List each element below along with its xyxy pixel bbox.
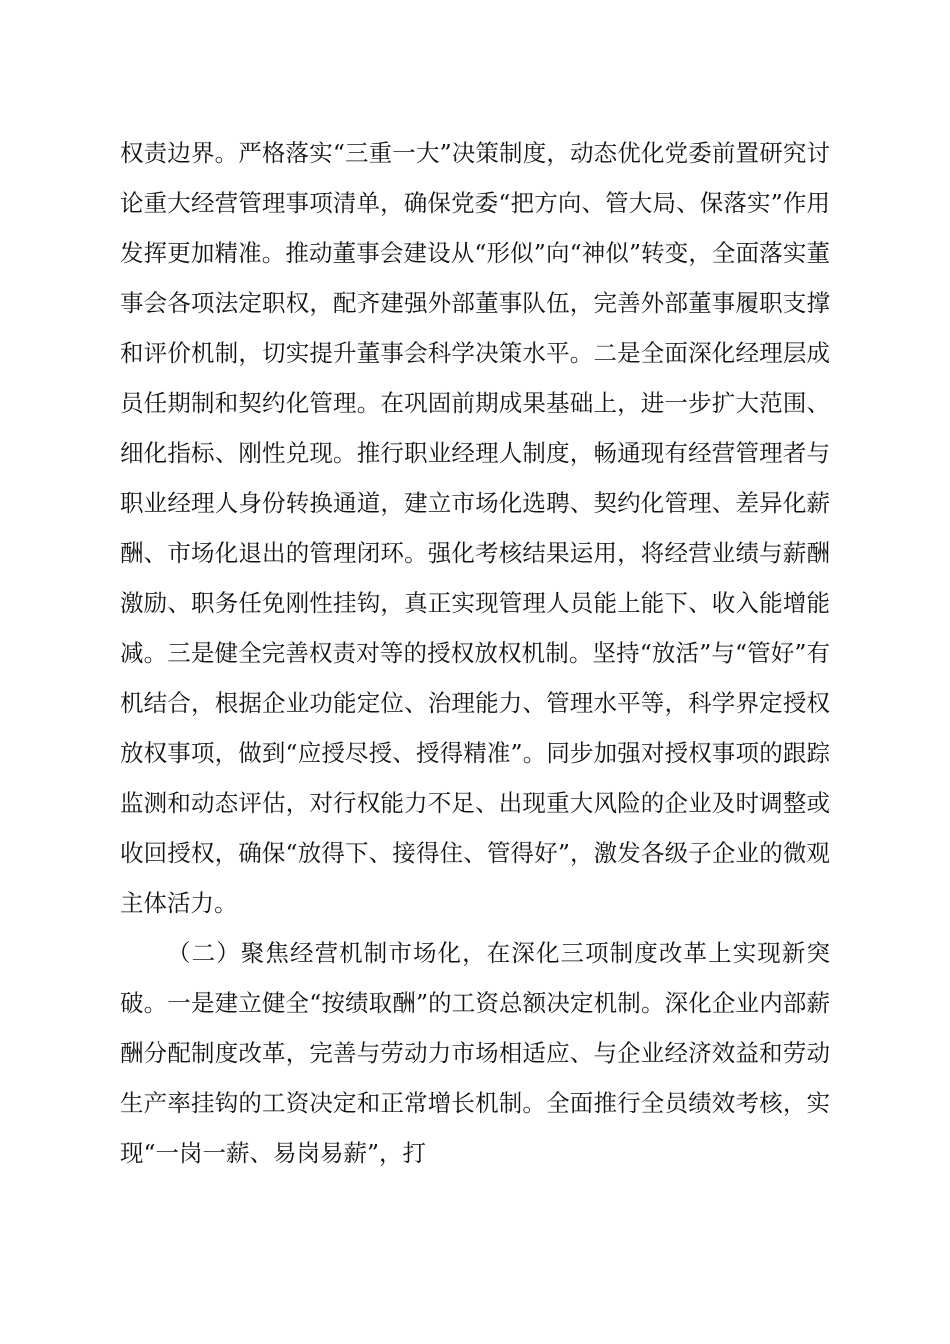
paragraph-section-two: （二）聚焦经营机制市场化，在深化三项制度改革上实现新突破。一是建立健全“按绩取酬”的工资总额决定机制。深化企业内部薪酬分配制度改革，完善与劳动力市场相适应、与企业经济效益和劳动生产率挂钩的工资决定和正常增长机制。全面推行全员绩效考核，实现“一岗一薪、易岗易薪”，打	[120, 939, 830, 1167]
paragraph-governance-continuation: 权责边界。严格落实“三重一大”决策制度，动态优化党委前置研究讨论重大经营管理事项清单，确保党委“把方向、管大局、保落实”作用发挥更加精准。推动董事会建设从“形似”向“神似”转变，全面落实董事会各项法定职权，配齐建强外部董事队伍，完善外部董事履职支撑和评价机制，切实提升董事会科学决策水平。二是全面深化经理层成员任期制和契约化管理。在巩固前期成果基础上，进一步扩大范围、细化指标、刚性兑现。推行职业经理人制度，畅通现有经营管理者与职业经理人身份转换通道，建立市场化选聘、契约化管理、差异化薪酬、市场化退出的管理闭环。强化考核结果运用，将经营业绩与薪酬激励、职务任免刚性挂钩，真正实现管理人员能上能下、收入能增能减。三是健全完善权责对等的授权放权机制。坚持“放活”与“管好”有机结合，根据企业功能定位、治理能力、管理水平等，科学界定授权放权事项，做到“应授尽授、授得精准”。同步加强对授权事项的跟踪监测和动态评估，对行权能力不足、出现重大风险的企业及时调整或收回授权，确保“放得下、接得住、管得好”，激发各级子企业的微观主体活力。	[120, 139, 830, 917]
document-body	[120, 128, 830, 1178]
